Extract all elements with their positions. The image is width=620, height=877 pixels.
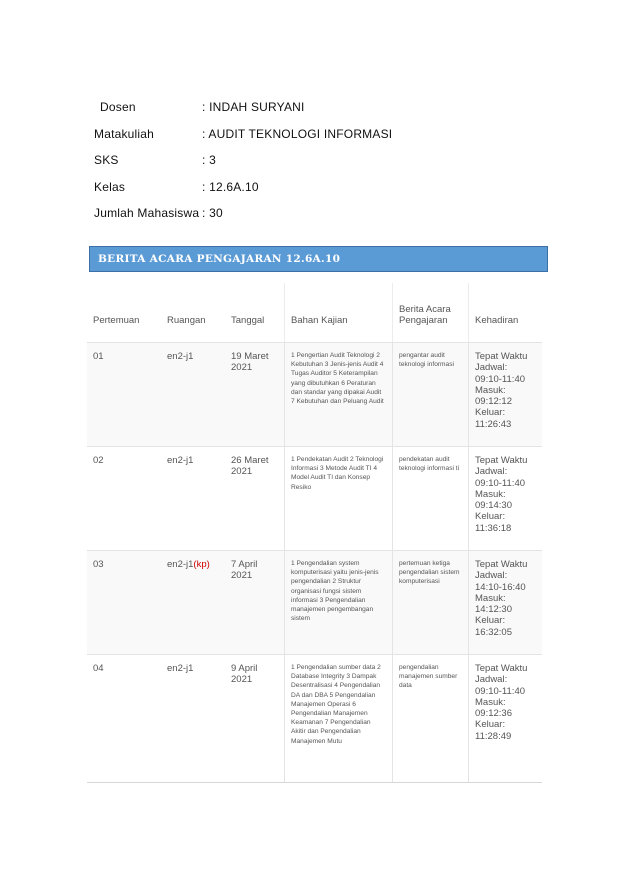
masuk-value: 14:12:30 bbox=[475, 604, 512, 616]
masuk-label: Masuk: bbox=[475, 592, 506, 604]
kp-marker: (kp) bbox=[193, 559, 210, 570]
keluar-value: 11:36:18 bbox=[475, 522, 512, 534]
kehadiran-cell bbox=[469, 343, 542, 446]
jadwal-label: Jadwal: bbox=[475, 362, 508, 374]
jadwal-value: 09:10-11:40 bbox=[475, 373, 526, 385]
keluar-label: Keluar: bbox=[475, 615, 506, 627]
ruangan-text: en2-j1 bbox=[167, 455, 194, 466]
table-row bbox=[87, 550, 542, 654]
jadwal-value: 09:10-11:40 bbox=[475, 685, 526, 697]
masuk-label: Masuk: bbox=[475, 488, 506, 500]
pertemuan-cell: 04 bbox=[93, 663, 104, 674]
attendance-status: Tepat Waktu bbox=[475, 455, 528, 466]
attendance-status: Tepat Waktu bbox=[475, 351, 528, 362]
tanggal-cell: 19 Maret 2021 bbox=[225, 343, 285, 446]
jadwal-value: 14:10-16:40 bbox=[475, 581, 526, 593]
info-row-matakuliah bbox=[94, 127, 514, 154]
jadwal-value: 09:10-11:40 bbox=[475, 477, 526, 489]
info-row-sks bbox=[94, 153, 514, 180]
keluar-value: 16:32:05 bbox=[475, 626, 512, 638]
berita-acara-cell: pengantar audit teknologi informasi bbox=[393, 343, 469, 446]
berita-acara-cell: pertemuan ketiga pengendalian sistem komputerisasi bbox=[393, 551, 469, 654]
dosen-value: : INDAH SURYANI bbox=[202, 100, 305, 114]
ruangan-text: en2-j1 bbox=[167, 351, 194, 362]
masuk-value: 09:12:12 bbox=[475, 396, 512, 408]
attendance-status: Tepat Waktu bbox=[475, 663, 528, 674]
header-kehadiran: Kehadiran bbox=[475, 315, 519, 326]
ruangan-cell bbox=[161, 343, 225, 446]
header-bahan-kajian: Bahan Kajian bbox=[285, 283, 393, 342]
ruangan-text: en2-j1 bbox=[167, 663, 194, 674]
keluar-value: 11:28:49 bbox=[475, 730, 512, 742]
tanggal-cell: 9 April 2021 bbox=[225, 655, 285, 782]
course-info bbox=[94, 100, 514, 233]
jumlah-label: Jumlah Mahasiswa bbox=[94, 206, 200, 220]
info-row-kelas bbox=[94, 180, 514, 207]
kelas-value: : 12.6A.10 bbox=[202, 179, 259, 194]
info-row-jumlah bbox=[94, 206, 514, 233]
section-banner: BERITA ACARA PENGAJARAN 12.6A.10 bbox=[89, 246, 548, 272]
matakuliah-value: : AUDIT TEKNOLOGI INFORMASI bbox=[202, 126, 393, 141]
table-row bbox=[87, 654, 542, 782]
kelas-label: Kelas bbox=[94, 179, 126, 194]
bahan-kajian-cell: 1 Pengertian Audit Teknologi 2 Kebutuhan 3 Jenis-jenis Audit 4 Tugas Auditor 5 Keterampilan yang dibutuhkan 6 Peraturan dan standar yang dipakai Audit 7 Kebutuhan dan Peluang Audit bbox=[285, 343, 393, 446]
kehadiran-cell bbox=[469, 447, 542, 550]
sks-label: SKS bbox=[94, 153, 119, 167]
header-tanggal: Tanggal bbox=[225, 283, 285, 342]
ruangan-text: en2-j1 bbox=[167, 559, 194, 570]
table-row bbox=[87, 446, 542, 550]
jadwal-label: Jadwal: bbox=[475, 570, 508, 582]
berita-acara-cell: pendekatan audit teknologi informasi ti bbox=[393, 447, 469, 550]
tanggal-cell: 26 Maret 2021 bbox=[225, 447, 285, 550]
pertemuan-cell: 02 bbox=[93, 455, 104, 466]
ruangan-cell bbox=[161, 447, 225, 550]
kehadiran-cell bbox=[469, 551, 542, 654]
kehadiran-cell bbox=[469, 655, 542, 782]
keluar-value: 11:26:43 bbox=[475, 418, 512, 430]
sks-value: : 3 bbox=[202, 153, 216, 167]
keluar-label: Keluar: bbox=[475, 511, 506, 523]
tanggal-cell: 7 April 2021 bbox=[225, 551, 285, 654]
matakuliah-label: Matakuliah bbox=[94, 126, 155, 141]
bahan-kajian-cell: 1 Pendekatan Audit 2 Teknologi Informasi 3 Metode Audit TI 4 Model Audit TI dan Konsep Resiko bbox=[285, 447, 393, 550]
berita-acara-cell: pengendalian manajemen sumber data bbox=[393, 655, 469, 782]
ruangan-cell bbox=[161, 551, 225, 654]
ruangan-cell bbox=[161, 655, 225, 782]
keluar-label: Keluar: bbox=[475, 407, 506, 419]
bahan-kajian-cell: 1 Pengendalian sumber data 2 Database Integrity 3 Dampak Desentralisasi 4 Pengendalian DA dan DBA 5 Pengendalian Manajemen Operasi 6 Pengendalian Manajemen Keamanan 7 Pengendalian Akitir dan Pengendalian Manajemen Mutu bbox=[285, 655, 393, 782]
info-row-dosen bbox=[94, 100, 514, 127]
keluar-label: Keluar: bbox=[475, 719, 506, 731]
table-row bbox=[87, 342, 542, 446]
header-ruangan: Ruangan bbox=[167, 315, 206, 326]
masuk-label: Masuk: bbox=[475, 696, 506, 708]
dosen-label: Dosen bbox=[100, 100, 136, 114]
masuk-label: Masuk: bbox=[475, 384, 506, 396]
header-berita-acara: Berita Acara Pengajaran bbox=[393, 283, 469, 342]
table-header-row bbox=[87, 283, 542, 342]
jumlah-value: : 30 bbox=[202, 206, 223, 220]
pertemuan-cell: 01 bbox=[93, 351, 104, 362]
teaching-report-table bbox=[87, 283, 542, 783]
masuk-value: 09:14:30 bbox=[475, 500, 512, 512]
attendance-status: Tepat Waktu bbox=[475, 559, 528, 570]
jadwal-label: Jadwal: bbox=[475, 674, 508, 686]
header-pertemuan: Pertemuan bbox=[93, 315, 140, 326]
jadwal-label: Jadwal: bbox=[475, 466, 508, 478]
masuk-value: 09:12:36 bbox=[475, 708, 512, 720]
bahan-kajian-cell: 1 Pengendalian system komputerisasi yaitu jenis-jenis pengendalian 2 Struktur organisasi fungsi sistem informasi 3 Pengendalian manajemen pengembangan sistem bbox=[285, 551, 393, 654]
pertemuan-cell: 03 bbox=[93, 559, 104, 570]
